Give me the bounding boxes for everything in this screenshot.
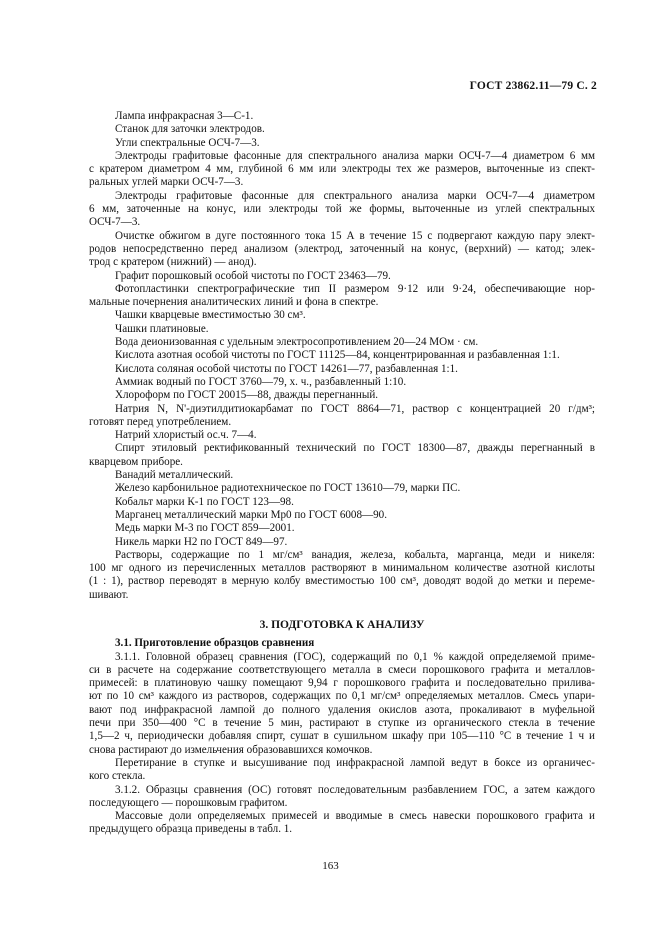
paragraph xyxy=(89,190,595,230)
text-line: Натрий хлористый ос.ч. 7—4. xyxy=(115,429,257,442)
section-body xyxy=(89,651,595,837)
text-line: Хлороформ по ГОСТ 20015—88, дважды перегнанный. xyxy=(115,389,379,402)
text-line: си в расчете на содержание соответствующего металла в смеси порошкового графита и металлов- xyxy=(89,663,595,676)
text-line: 6 мм, заточенные на конус, или электроды той же формы, выточенные из углей спектральных xyxy=(89,203,595,216)
paragraph xyxy=(89,110,595,123)
text-line: Натрия N, N'-диэтилдитиокарбамат по ГОСТ 8864—71, раствор с концентрацией 20 г/дм³; xyxy=(115,402,595,415)
text-line: последующего — порошковым графитом. xyxy=(89,796,288,809)
subsection-title: 3.1. Приготовление образцов сравнения xyxy=(115,637,315,650)
text-line: Чашки кварцевые вместимостью 30 см³. xyxy=(115,309,306,322)
paragraph xyxy=(89,283,595,310)
paragraph xyxy=(89,442,595,469)
text-line: Графит порошковый особой чистоты по ГОСТ 23463—79. xyxy=(115,269,391,282)
text-line: Ванадий металлический. xyxy=(115,469,234,482)
text-line: печи при 350—400 °С в течение 5 мин, растирают в ступке из органического стекла в течение xyxy=(89,717,595,730)
page-body xyxy=(89,110,595,837)
paragraph xyxy=(89,429,595,442)
text-line: Кислота азотная особой чистоты по ГОСТ 11125—84, концентрированная и разбавленная 1:1. xyxy=(115,349,560,362)
text-line: примесей: в платиновую чашку помещают 9,94 г порошкового графита и последовательно прилива- xyxy=(89,677,595,690)
paragraph xyxy=(89,536,595,549)
text-line: шивают. xyxy=(89,588,129,601)
paragraph xyxy=(89,137,595,150)
text-line: Очистке обжигом в дуге постоянного тока 15 А в течение 15 с подвергают каждую пару элект- xyxy=(115,229,595,242)
text-line: Железо карбонильное радиотехническое по ГОСТ 13610—79, марки ПС. xyxy=(115,482,461,495)
paragraph xyxy=(89,651,595,757)
text-line: родов непосредственно перед анализом (электрод, заточенный на конус, (верхний) — катод; элек- xyxy=(89,242,595,255)
paragraph xyxy=(89,349,595,362)
text-line: кварцевом приборе. xyxy=(89,455,183,468)
paragraph xyxy=(89,509,595,522)
paragraph xyxy=(89,376,595,389)
text-line: кого стекла. xyxy=(89,770,146,783)
text-line: 1,5—2 ч, периодически добавляя спирт, сушат в сушильном шкафу при 105—110 °С в течение 1 ч и xyxy=(89,730,595,743)
paragraph xyxy=(89,150,595,190)
text-line: предыдущего образца приведены в табл. 1. xyxy=(89,823,293,836)
paragraph xyxy=(89,363,595,376)
text-line: Растворы, содержащие по 1 мг/см³ ванадия, железа, кобальта, марганца, меди и никеля: xyxy=(115,548,595,561)
text-line: Аммиак водный по ГОСТ 3760—79, х. ч., разбавленный 1:10. xyxy=(115,375,407,388)
text-line: Спирт этиловый ректификованный технический по ГОСТ 18300—87, дважды перегнанный в xyxy=(115,442,595,455)
text-line: Электроды графитовые фасонные для спектрального анализа марки ОСЧ-7—4 диаметром xyxy=(115,189,595,202)
paragraph xyxy=(89,336,595,349)
text-line: (1 : 1), раствор переводят в мерную колбу вместимостью 100 см³, доводят водой до метки и переме- xyxy=(89,575,595,588)
text-line: 3.1.1. Головной образец сравнения (ГОС), содержащий по 0,1 % каждой определяемой приме- xyxy=(115,650,595,663)
text-line: 3.1.2. Образцы сравнения (ОС) готовят последовательным разбавлением ГОС, а затем каждого xyxy=(115,783,595,796)
text-line: с кратером диаметром 4 мм, глубиной 6 мм или электроды тех же размеров, выточенные из спект- xyxy=(89,163,595,176)
text-line: мальные почернения аналитических линий и фона в спектре. xyxy=(89,296,379,309)
text-line: 100 мг одного из перечисленных металлов растворяют в минимальном количестве азотной кислоты xyxy=(89,562,595,575)
text-line: Кислота соляная особой чистоты по ГОСТ 14261—77, разбавленная 1:1. xyxy=(115,362,458,375)
text-line: Медь марки М-3 по ГОСТ 859—2001. xyxy=(115,522,295,535)
text-line: снова растирают до измельчения образовавшихся комочков. xyxy=(89,743,373,756)
text-line: Кобальт марки К-1 по ГОСТ 123—98. xyxy=(115,495,294,508)
paragraph xyxy=(89,496,595,509)
paragraph xyxy=(89,323,595,336)
text-line: Электроды графитовые фасонные для спектрального анализа марки ОСЧ-7—4 диаметром 6 мм xyxy=(115,149,595,162)
text-line: Станок для заточки электродов. xyxy=(115,123,265,136)
text-line: Вода деионизованная с удельным электросопротивлением 20—24 МОм · см. xyxy=(115,336,479,349)
text-line: Фотопластинки спектрографические тип II размером 9·12 или 9·24, обеспечивающие нор- xyxy=(115,282,595,295)
paragraph xyxy=(89,757,595,784)
text-line: ют по 10 см³ каждого из растворов, содержащих по 0,1 мг/см³ определяемых металлов. Смесь упари- xyxy=(89,690,595,703)
page-number: 163 xyxy=(322,860,339,872)
paragraph xyxy=(89,784,595,811)
paragraph xyxy=(89,469,595,482)
running-header: ГОСТ 23862.11—79 С. 2 xyxy=(469,80,597,92)
section-title: 3. ПОДГОТОВКА К АНАЛИЗУ xyxy=(259,618,425,631)
text-line: готовят перед употреблением. xyxy=(89,415,232,428)
paragraph xyxy=(89,482,595,495)
text-line: Угли спектральные ОСЧ-7—3. xyxy=(115,136,260,149)
text-line: Перетирание в ступке и высушивание под инфракрасной лампой ведут в боксе из органичес- xyxy=(115,756,595,769)
paragraph xyxy=(89,123,595,136)
paragraph xyxy=(89,549,595,602)
reagents-list xyxy=(89,110,595,602)
paragraph xyxy=(89,270,595,283)
text-line: Никель марки Н2 по ГОСТ 849—97. xyxy=(115,535,288,548)
paragraph xyxy=(89,403,595,430)
paragraph xyxy=(89,309,595,322)
paragraph xyxy=(89,522,595,535)
text-line: ОСЧ-7—3. xyxy=(89,216,141,229)
text-line: Чашки платиновые. xyxy=(115,322,209,335)
paragraph xyxy=(89,230,595,270)
text-line: вают под инфракрасной лампой до полного удаления окислов азота, прокаливают в муфельной xyxy=(89,703,595,716)
text-line: трод с кратером (нижний) — анод). xyxy=(89,256,257,269)
text-line: Марганец металлический марки Мр0 по ГОСТ 6008—90. xyxy=(115,508,387,521)
text-line: Лампа инфракрасная 3—С-1. xyxy=(115,110,254,122)
text-line: ральных углей марки ОСЧ-7—3. xyxy=(89,176,244,189)
paragraph xyxy=(89,810,595,837)
text-line: Массовые доли определяемых примесей и вводимые в смесь навески порошкового графита и xyxy=(115,810,595,823)
paragraph xyxy=(89,389,595,402)
